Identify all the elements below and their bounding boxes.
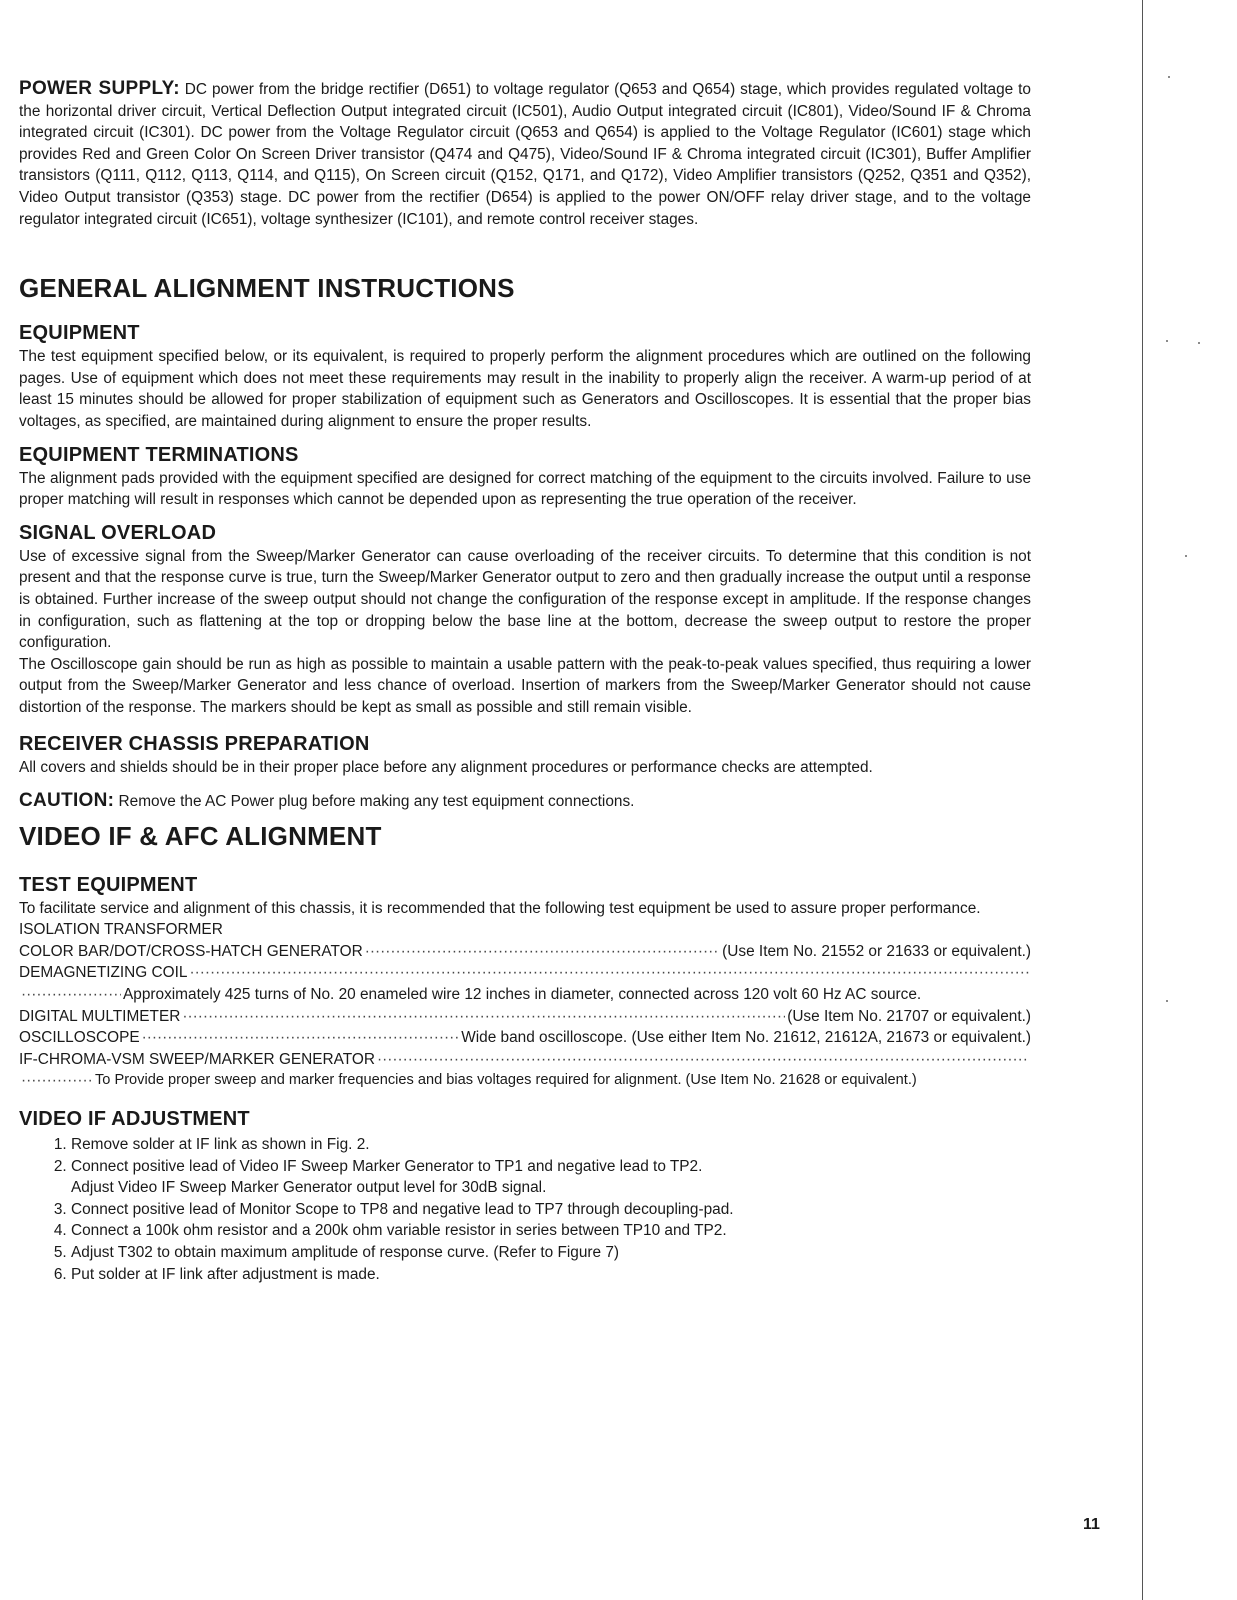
caution-text: Remove the AC Power plug before making any test equipment connections.: [114, 793, 635, 811]
adjustment-step-text: Connect positive lead of Video IF Sweep Marker Generator to TP1 and negative lead to TP2.: [71, 1157, 703, 1175]
equipment-item-isolation: [19, 919, 1031, 941]
equipment-item-label: IF-CHROMA-VSM SWEEP/MARKER GENERATOR: [19, 1050, 376, 1068]
equipment-item-value: (Use Item No. 21707 or equivalent.): [787, 1007, 1031, 1025]
scan-speck: [1166, 1000, 1168, 1002]
equipment-item-label: ISOLATION TRANSFORMER: [19, 921, 223, 939]
equipment-item-dmm: [19, 1006, 1031, 1028]
general-alignment-title: GENERAL ALIGNMENT INSTRUCTIONS: [19, 273, 515, 304]
equipment-item-label: COLOR BAR/DOT/CROSS-HATCH GENERATOR: [19, 942, 363, 960]
equipment-text: The test equipment specified below, or its equivalent, is required to properly perform the alignment procedures which are outlined on the following pages. Use of equipment which does not meet these requirements may result in the inability to properly align the receiver. A warm-up period of at least 15 minutes should be allowed for proper stabilization of equipment such as Generators and Oscilloscopes. It is essential that the proper bias voltages, as specified, are maintained during alignment to ensure the proper results.: [19, 348, 1031, 430]
equipment-item-label: OSCILLOSCOPE: [19, 1029, 140, 1047]
document-page: [19, 78, 1031, 1285]
equipment-item-sweep: [19, 1049, 1031, 1071]
caution-label: CAUTION:: [19, 790, 115, 812]
leader-dots: [365, 941, 720, 963]
adjustment-step: 3. Connect positive lead of Monitor Scope to TP8 and negative lead to TP7 through decoupling-pad.: [71, 1199, 1031, 1221]
equipment-item-value: Approximately 425 turns of No. 20 enameled wire 12 inches in diameter, connected across 120 volt 60 Hz AC source.: [123, 986, 922, 1004]
equipment-item-color-bar: [19, 941, 1031, 963]
leader-dots: [377, 1049, 1029, 1071]
equipment-heading: EQUIPMENT: [19, 322, 140, 345]
adjustment-step: 4. Connect a 100k ohm resistor and a 200k ohm variable resistor in series between TP10 and TP2.: [71, 1220, 1031, 1242]
equipment-terminations-text: The alignment pads provided with the equipment specified are designed for correct matching of the equipment to the circuits involved. Failure to use proper matching will result in responses which cannot be depended upon as representing the true operation of the receiver.: [19, 469, 1031, 509]
adjustment-step: 1. Remove solder at IF link as shown in Fig. 2.: [71, 1134, 1031, 1156]
adjustment-step-subtext: Adjust Video IF Sweep Marker Generator output level for 30dB signal.: [71, 1179, 547, 1197]
scan-speck: [1185, 555, 1187, 557]
scan-speck: [1198, 342, 1200, 344]
power-supply-label: POWER SUPPLY:: [19, 78, 180, 99]
leader-dots: [21, 1070, 93, 1092]
leader-dots: [142, 1027, 460, 1049]
leader-dots: [182, 1006, 785, 1028]
equipment-item-label: DEMAGNETIZING COIL: [19, 964, 188, 982]
signal-overload-text-1: Use of excessive signal from the Sweep/Marker Generator can cause overloading of the receiver circuits. To determine that this condition is not present and that the response curve is true, turn the Sweep/Marker Generator output to zero and then gradually increase the output until a response is obtained. Further increase of the sweep output should not change the configuration of the response except in amplitude. If the response changes in configuration, such as flattening at the top or dropping below the base line at the bottom, decrease the sweep output to restore the proper configuration.: [19, 547, 1031, 652]
leader-dots: [189, 962, 1029, 984]
power-supply-text: DC power from the bridge rectifier (D651) to voltage regulator (Q653 and Q654) stage, which provides regulated voltage to the horizontal driver circuit, Vertical Deflection Output integrated circuit (IC501), Audio Output integrated circuit (IC801), Video/Sound IF & Chroma integrated circuit (IC301). DC power from the Voltage Regulator circuit (Q653 and Q654) is applied to the Voltage Regulator (IC601) stage which provides Red and Green Color On Screen Driver transistor (Q474 and Q475), Video/Sound IF & Chroma integrated circuit (IC301), Buffer Amplifier transistors (Q111, Q112, Q113, Q114, and Q115), On Screen circuit (Q152, Q171, and Q172), Video Amplifier transistors (Q252, Q351 and Q352), Video Output transistor (Q353) stage. DC power from the rectifier (D654) is applied to the power ON/OFF relay driver stage, and to the voltage regulator integrated circuit (IC651), voltage synthesizer (IC101), and remote control receiver stages.: [19, 81, 1031, 228]
equipment-item-value: Wide band oscilloscope. (Use either Item No. 21612, 21612A, 21673 or equivalent.): [461, 1029, 1031, 1047]
adjustment-steps: [19, 1134, 1031, 1285]
chassis-preparation-text: All covers and shields should be in their proper place before any alignment procedures or performance checks are attempted.: [19, 759, 873, 777]
binding-margin-line: [1142, 0, 1143, 1600]
equipment-item-value: (Use Item No. 21552 or 21633 or equivalent.): [722, 942, 1031, 960]
caution-paragraph: [19, 790, 1031, 813]
equipment-item-demag-value: [19, 984, 1031, 1006]
equipment-item-scope: [19, 1027, 1031, 1049]
adjustment-step: 5. Adjust T302 to obtain maximum amplitude of response curve. (Refer to Figure 7): [71, 1242, 1031, 1264]
scan-speck: [1166, 340, 1168, 342]
page-number: 11: [1083, 1516, 1100, 1533]
video-if-afc-title: VIDEO IF & AFC ALIGNMENT: [19, 820, 382, 851]
chassis-preparation-heading: RECEIVER CHASSIS PREPARATION: [19, 733, 370, 756]
equipment-terminations-heading: EQUIPMENT TERMINATIONS: [19, 443, 299, 466]
equipment-item-sweep-value: [19, 1070, 1031, 1092]
test-equipment-heading: TEST EQUIPMENT: [19, 873, 198, 896]
signal-overload-text-2: The Oscilloscope gain should be run as high as possible to maintain a usable pattern with the peak-to-peak values specified, thus requiring a lower output from the Sweep/Marker Generator and less chance of overload. Insertion of markers from the Sweep/Marker Generator should not cause distortion of the response. The markers should be kept as small as possible and still remain visible.: [19, 655, 1031, 716]
equipment-item-value: To Provide proper sweep and marker frequencies and bias voltages required for alignment. (Use Item No. 21628 or equivalent.): [95, 1072, 917, 1089]
equipment-item-demag: [19, 962, 1031, 984]
video-if-adjustment-heading: VIDEO IF ADJUSTMENT: [19, 1108, 250, 1130]
scan-speck: [1168, 76, 1170, 78]
test-equipment-intro: To facilitate service and alignment of this chassis, it is recommended that the following test equipment be used to assure proper performance.: [19, 899, 981, 917]
power-supply-paragraph: [19, 78, 1031, 230]
equipment-item-label: DIGITAL MULTIMETER: [19, 1007, 181, 1025]
adjustment-step: 6. Put solder at IF link after adjustment is made.: [71, 1264, 1031, 1286]
signal-overload-heading: SIGNAL OVERLOAD: [19, 521, 217, 544]
leader-dots: [21, 984, 121, 1006]
adjustment-step: [71, 1156, 1031, 1199]
